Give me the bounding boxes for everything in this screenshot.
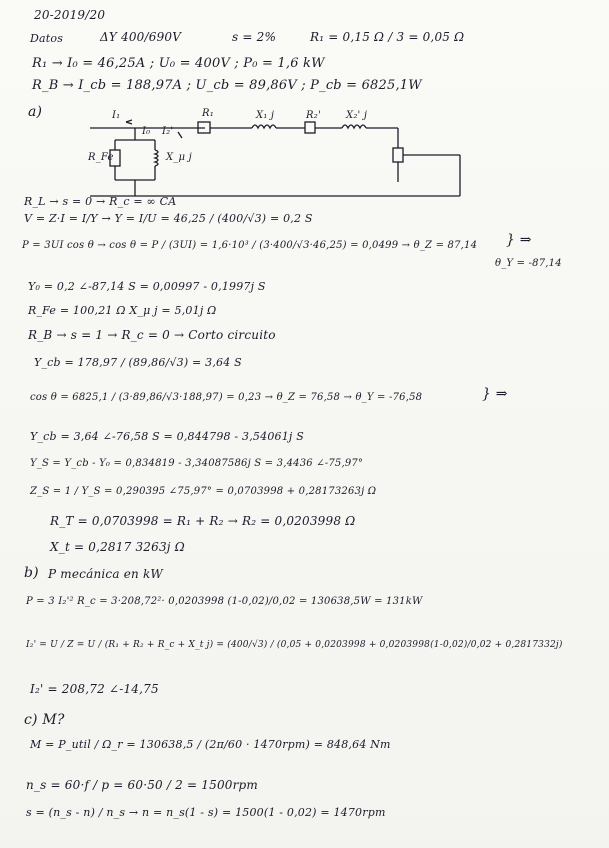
xmuj-label: X_μ j bbox=[166, 152, 192, 163]
x1j-label: X₁ j bbox=[256, 110, 275, 121]
sync-speed-calc: n_s = 60·f / p = 60·50 / 2 = 1500rpm bbox=[26, 778, 259, 792]
ycb-complex: Y_cb = 3,64 ∠-76,58 S = 0,844798 - 3,54061j S bbox=[30, 430, 304, 443]
zs-value: Z_S = 1 / Y_S = 0,290395 ∠75,97° = 0,0703998 + 0,28173263j Ω bbox=[30, 486, 377, 497]
brace-mark-2: } ⇒ bbox=[482, 386, 508, 402]
x2pj-label: X₂' j bbox=[346, 110, 368, 121]
part-a-label: a) bbox=[28, 104, 43, 120]
brace-mark-1: } ⇒ bbox=[506, 232, 532, 248]
x2p-inductor bbox=[342, 125, 366, 128]
power-factor-locked: cos θ = 6825,1 / (3·89,86/√3·188,97) = 0,23 → θ_Z = 76,58 → θ_Y = -76,58 bbox=[30, 392, 423, 403]
motor-rating: ΔY 400/690V bbox=[100, 30, 182, 44]
part-c-label: c) M? bbox=[24, 712, 65, 728]
i1-label: I₁ bbox=[112, 110, 121, 121]
slip-value: s = 2% bbox=[232, 30, 277, 44]
part-b-label: b) bbox=[24, 565, 39, 581]
rotor-current-calc: I₂' = U / Z = U / (R₁ + R₂ + R_c + X_t j) = (400/√3) / (0,05 + 0,0203998 + 0,0203998(1-0,02)/0,02 + 0,2817332j) bbox=[26, 640, 563, 650]
admittance-calc: V = Z·I = I/Y → Y = I/U = 46,25 / (400/√3) = 0,2 S bbox=[24, 212, 313, 225]
xt-value: X_t = 0,2817 3263j Ω bbox=[50, 540, 185, 554]
rfe-xmu-values: R_Fe = 100,21 Ω X_μ j = 5,01j Ω bbox=[28, 304, 217, 317]
power-factor-no-load: P = 3UI cos θ → cos θ = P / (3UI) = 1,6·10³ / (3·400/√3·46,25) = 0,0499 → θ_Z = 87,14 bbox=[22, 240, 478, 251]
short-circuit-condition: R_B → s = 1 → R_c = 0 → Corto circuito bbox=[28, 328, 276, 342]
torque-calc: M = P_util / Ω_r = 130638,5 / (2π/60 · 1470rpm) = 848,64 Nm bbox=[30, 738, 391, 751]
mechanical-power-calc: P = 3 I₂'² R_c = 3·208,72²· 0,0203998 (1-0,02)/0,02 = 130638,5W = 131kW bbox=[26, 596, 423, 607]
no-load-test: R₁ → I₀ = 46,25A ; U₀ = 400V ; P₀ = 1,6 kW bbox=[32, 56, 325, 71]
rfe-label: R_Fe bbox=[88, 152, 114, 163]
datos-label: Datos bbox=[30, 32, 64, 45]
rotor-current-value: I₂' = 208,72 ∠-14,75 bbox=[30, 682, 159, 696]
date: 20-2019/20 bbox=[34, 8, 106, 22]
ys-value: Y_S = Y_cb - Y₀ = 0,834819 - 3,34087586j S = 3,4436 ∠-75,97° bbox=[30, 458, 364, 469]
load-resistor bbox=[393, 148, 403, 162]
x1-inductor bbox=[252, 125, 276, 128]
locked-rotor-test: R_B → I_cb = 188,97A ; U_cb = 89,86V ; P_cb = 6825,1W bbox=[32, 78, 422, 93]
mechanical-power-heading: P mecánica en kW bbox=[48, 567, 163, 581]
r2p-label: R₂' bbox=[306, 110, 321, 121]
y0-value: Y₀ = 0,2 ∠-87,14 S = 0,00997 - 0,1997j S bbox=[28, 280, 266, 293]
xmu-inductor bbox=[155, 150, 158, 166]
r1-value: R₁ = 0,15 Ω / 3 = 0,05 Ω bbox=[310, 30, 465, 44]
no-load-condition: R_L → s = 0 → R_c = ∞ CA bbox=[24, 195, 177, 208]
rotor-speed-calc: s = (n_s - n) / n_s → n = n_s(1 - s) = 1500(1 - 0,02) = 1470rpm bbox=[26, 806, 386, 819]
theta-y-no-load: θ_Y = -87,14 bbox=[495, 258, 562, 269]
i2p-label: I₂' bbox=[162, 126, 174, 137]
r1-label: R₁ bbox=[202, 108, 214, 119]
rt-value: R_T = 0,0703998 = R₁ + R₂ → R₂ = 0,0203998 Ω bbox=[50, 514, 356, 528]
r2p-resistor bbox=[305, 122, 315, 133]
ycb-magnitude: Y_cb = 178,97 / (89,86/√3) = 3,64 S bbox=[34, 356, 242, 369]
i0-label: I₀ bbox=[142, 126, 151, 137]
